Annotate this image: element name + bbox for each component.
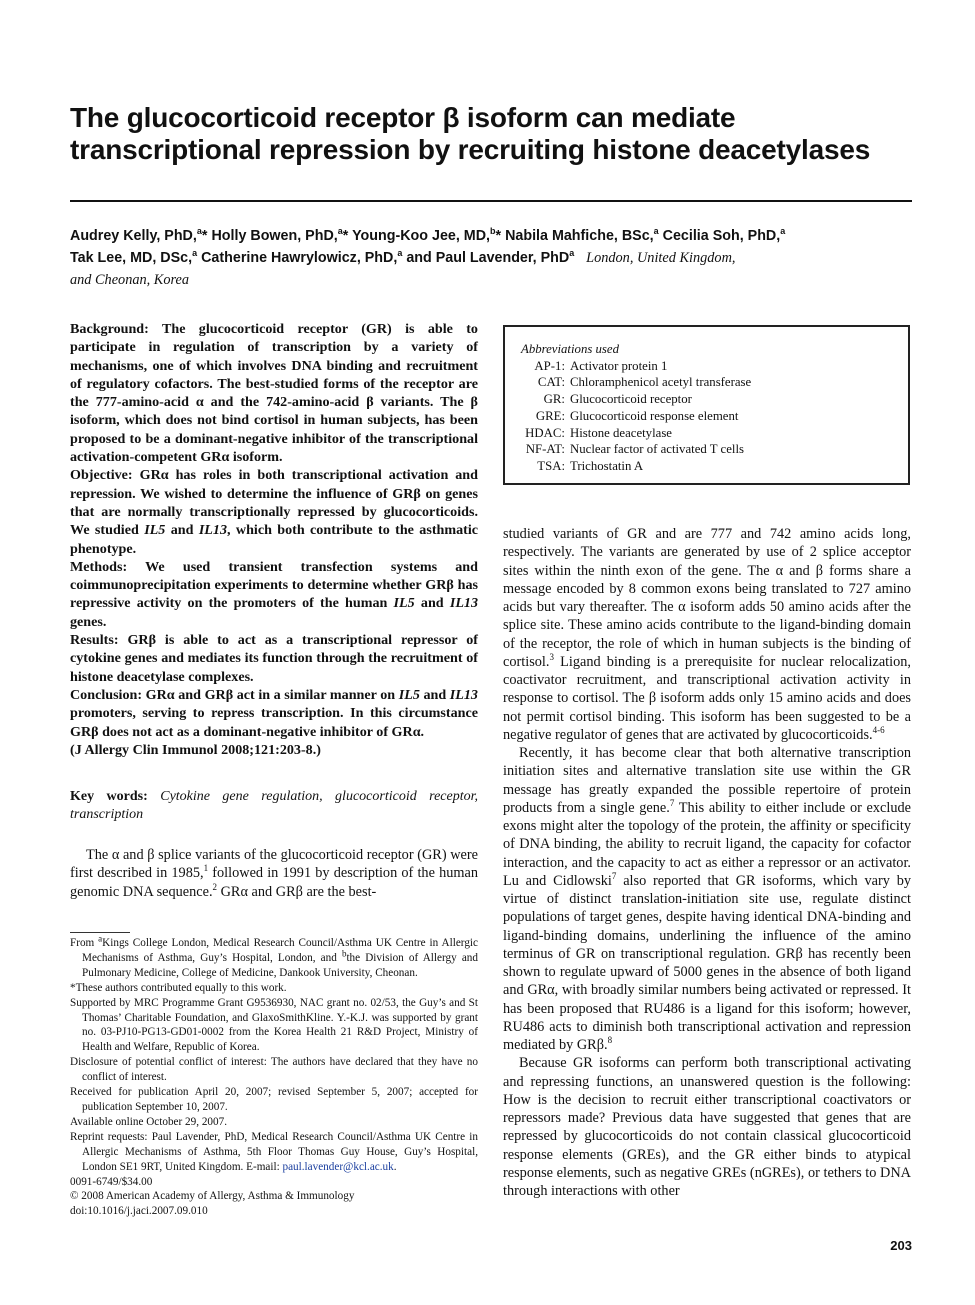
abbreviation-row: AP-1: Activator protein 1 [534,358,668,373]
body-paragraph: studied variants of GR and are 777 and 742 amino acids long, respectively. The variants are generated by use of 2 splice acceptor sites within the ninth exon of the gene. The α and β forms share a message encoded by 8 common exons being translated to 727 amino acids but vary thereafter. The α isoform adds 50 amino acids after the splice site. These amino acids contribute to the ligand-binding domain of the receptor, the role of which in human subjects is the binding of cortisol.$^3$ Ligand binding is a prerequisite for nuclear relocalization, coactivator recruitment, and transcriptional activation activity in response to cortisol. The β isoform adds only 15 amino acids and does not permit cortisol binding. This isoform has been suggested to be a negative regulator of genes that are activated by glucocorticoids.$^{4-6}$ [503,526,911,743]
abstract-objective: Objective: GRα has roles in both transcriptional activation and repression. We wished to determine the influence of GRβ on genes that are normally transcriptionally repressed by glucocorticoids. We studied IL5 and IL13, which both contribute to the asthmatic phenotype. [70,467,479,557]
abbreviations-box [503,325,910,485]
footnote-issn: 0091-6749/$34.00 [70,1175,153,1188]
author: Tak Lee, MD, DSc,$^a$ [70,248,198,266]
author: Young-Koo Jee, MD,$^b$* [352,226,502,244]
page-number: 203 [890,1238,912,1253]
abstract-methods: Methods: We used transient transfection systems and coimmunoprecipitation experiments to determine whether GRβ has repressive activity on the promoters of the human IL5 and IL13 genes. [70,558,479,630]
abstract-results: Results: GRβ is able to act as a transcriptional repressor of cytokine genes and mediates its function through the recruitment of histone deacetylase complexes. [70,632,478,685]
abbreviations-title: Abbreviations used [521,342,619,356]
author: Cecilia Soh, PhD,$^a$ [662,226,786,244]
keywords-text: Cytokine gene regulation, glucocorticoid receptor, transcription [70,789,479,823]
reference-link[interactable]: 8 [607,1035,613,1046]
abstract [70,320,478,759]
author: and Paul Lavender, PhD$^a$ [406,248,575,266]
keywords-label: Key words: [70,789,148,804]
footnote-affiliation: From $^a$Kings College London, Medical Research Council/Asthma UK Centre in Allergic Mechanisms of Asthma, Guy’s Hospital, London, and $^b$the Division of Allergy and Pulmonary Medicine, College of Medicine, Dankook University, Cheonan. [70,933,478,979]
abbreviation-row: GRE: Glucocorticoid response element [535,408,739,423]
footnote-support: Supported by MRC Programme Grant G9536930, NAC grant no. 02/53, the Guy’s and St Thomas’ Charitable Foundation, and GlaxoSmithKline. Y.-K.J. was supported by grant no. 03-PJ10-PG13-GD01-0002 from the Korea Health 21 R&D Project, Ministry of Health and Welfare, Republic of Korea. [70,996,478,1054]
body-text-right [503,525,911,1200]
abbreviation-row: TSA: Trichostatin A [537,458,644,473]
reference-link[interactable]: 1 [203,863,209,874]
reference-link[interactable]: 7 [611,870,617,881]
author-location: London, United Kingdom, [586,250,736,266]
author-list [70,225,920,291]
title-rule [70,200,912,202]
reference-link[interactable]: 7 [669,797,675,808]
footnote-copyright: © 2008 American Academy of Allergy, Asthma & Immunology [70,1190,355,1203]
reference-link[interactable]: 2 [212,882,218,893]
footnote-online: Available online October 29, 2007. [70,1115,227,1128]
abstract-citation: (J Allergy Clin Immunol 2008;121:203-8.) [70,741,321,758]
keywords [70,788,478,825]
footnote-reprint: Reprint requests: Paul Lavender, PhD, Medical Research Council/Asthma UK Centre in Allergic Mechanisms of Asthma, 5th Floor Thomas Guy House, Guy’s Hospital, London SE1 9RT, United Kingdom. E-mail: paul.lavender@kcl.ac.uk. [70,1130,478,1173]
footnote-doi: doi:10.1016/j.jaci.2007.09.010 [70,1205,208,1218]
abbreviation-row: GR: Glucocorticoid receptor [543,392,692,407]
body-paragraph: Because GR isoforms can perform both transcriptional activating and repressing functions, an unanswered question is the following: How is the decision to recruit either transcriptional coactivators or repressors made? Previous data have suggested that genes that are repressed by glucocorticoids do not contain classical glucocorticoid response elements (GREs), and the GR either binds to atypical response elements, such as negative GREs (nGREs), or tethers to DNA through interactions with other [503,1055,911,1199]
footnotes [70,933,478,1219]
author: Nabila Mahfiche, BSc,$^a$ [505,226,659,244]
abstract-conclusion: Conclusion: GRα and GRβ act in a similar manner on IL5 and IL13 promoters, serving to repress transcription. In this circumstance GRβ does not act as a dominant-negative inhibitor of GRα. [70,686,478,740]
abbreviation-row: NF-AT: Nuclear factor of activated T cells [525,442,744,457]
author-location: and Cheonan, Korea [70,272,190,288]
abbreviation-row: HDAC: Histone deacetylase [525,425,672,440]
intro-paragraph: The α and β splice variants of the glucocorticoid receptor (GR) were first described in 1985,$^1$ followed in 1991 by description of the human genomic DNA sequence.$^2$ GRα and GRβ are the best- [70,847,478,900]
footnote-disclosure: Disclosure of potential conflict of interest: The authors have declared that they have no conflict of interest. [70,1056,478,1084]
reference-link[interactable]: 3 [549,651,554,662]
abstract-background: Background: The glucocorticoid receptor (GR) is able to participate in regulation of transcription by a variety of mechanisms, one of which involves DNA binding and recruitment of regulatory cofactors. The best-studied forms of the receptor are the 777-amino-acid α and the 742-amino-acid β variants. The β isoform, which does not bind cortisol in human subjects, has been proposed to be a dominant-negative inhibitor of the transcriptional activation-competent GRα isoform. [70,321,478,466]
abbreviation-row: CAT: Chloramphenicol acetyl transferase [537,375,752,390]
footnote-equal: *These authors contributed equally to this work. [70,981,287,994]
email-link[interactable]: paul.lavender@kcl.ac.uk [282,1160,394,1173]
author: Audrey Kelly, PhD,$^a$* [70,226,208,244]
author: Holly Bowen, PhD,$^a$* [211,226,349,244]
reference-link[interactable]: 4-6 [872,724,885,735]
body-paragraph: Recently, it has become clear that both alternative transcription initiation sites and alternative translation site use within the GR message has greatly expanded the possible repertoire of protein products from a single gene.$^7$ This ability to either include or exclude exons might alter the topology of the protein, the affinity or specificity of DNA binding, the ability to recruit ligand, the capacity for cofactor interaction, and the capacity to act as either a repressor or an activator. Lu and Cidlowski$^7$ also reported that GR isoforms, which vary by virtue of distinct translation-initiation site use, regulate distinct populations of target genes, despite having identical DNA-binding and ligand-binding domains, underlining the influence of the amino terminus of GR on transcriptional regulation. GRβ has recently been shown to regulate upward of 5000 genes in the absence of both ligand and GRα, with broadly similar numbers being activated or repressed. It has been proposed that RU486 is a ligand for this isoform; however, RU486 acts to diminish both transcriptional activation and repression mediated by GRβ.$^8$ [503,745,911,1053]
footnote-received: Received for publication April 20, 2007; revised September 5, 2007; accepted for publication September 10, 2007. [70,1086,478,1113]
author: Catherine Hawrylowicz, PhD,$^a$ [201,248,403,266]
article-title: The glucocorticoid receptor β isoform can mediate transcriptional repression by recruiting histone deacetylases [70,102,871,165]
